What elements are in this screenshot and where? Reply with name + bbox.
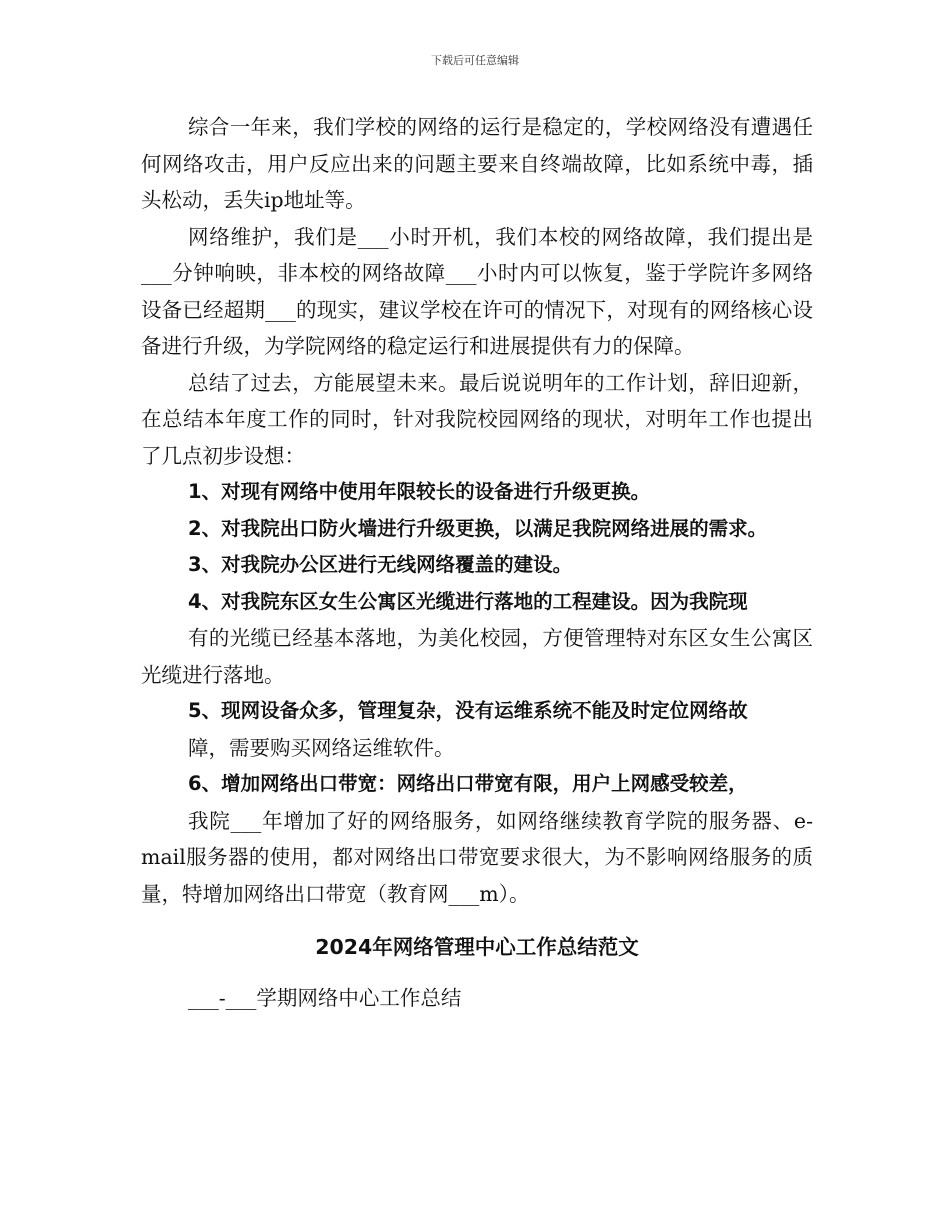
plan-item-4 <box>141 584 813 694</box>
plan-item-body: 障，需要购买网络运维软件。 <box>188 735 455 760</box>
plan-item-body: 有的光缆已经基本落地，为美化校园，方便管理特对东区女生公寓区光缆进行落地。 <box>141 626 813 687</box>
plan-item-3 <box>141 547 813 584</box>
plan-item-title: 5、现网设备众多，管理复杂，没有运维系统不能及时定位网络故 <box>188 699 748 722</box>
paragraph-maintenance: 网络维护，我们是___小时开机，我们本校的网络故障，我们提出是___分钟响映，非本校的网络故障___小时内可以恢复，鉴于学院许多网络设备已经超期___的现实，建议学校在许可的情况下，对现有的网络核心设备进行升级，为学院网络的稳定运行和进展提供有力的保障。 <box>141 224 813 358</box>
plan-item-title: 6、增加网络出口带宽：网络出口带宽有限，用户上网感受较差， <box>188 772 748 795</box>
paragraph-plan-intro: 总结了过去，方能展望未来。最后说说明年的工作计划，辞旧迎新，在总结本年度工作的同时，针对我院校园网络的现状，对明年工作也提出了几点初步设想： <box>141 370 813 468</box>
plan-item-body: 我院___年增加了好的网络服务，如网络继续教育学院的服务器、e-mail服务器的使用，都对网络出口带宽要求很大，为不影响网络服务的质量，特增加网络出口带宽（教育网___m）。 <box>141 808 813 906</box>
section-subtitle: ___-___学期网络中心工作总结 <box>188 985 462 1010</box>
plan-item-title: 1、对现有网络中使用年限较长的设备进行升级更换。 <box>188 480 651 503</box>
plan-item-6 <box>141 766 813 912</box>
page-header-note: 下载后可任意编辑 <box>431 54 519 67</box>
paragraph-summary: 综合一年来，我们学校的网络的运行是稳定的，学校网络没有遭遇任何网络攻击，用户反应出来的问题主要来自终端故障，比如系统中毒，插头松动，丢失ip地址等。 <box>141 115 813 212</box>
plan-item-title: 4、对我院东区女生公寓区光缆进行落地的工程建设。因为我院现 <box>188 589 748 613</box>
plan-item-title: 3、对我院办公区进行无线网络覆盖的建设。 <box>188 553 573 576</box>
plan-item-2 <box>141 511 813 548</box>
section-title: 2024年网络管理中心工作总结范文 <box>315 935 639 959</box>
plan-item-1 <box>141 474 813 511</box>
plan-item-5 <box>141 693 813 766</box>
plan-item-title: 2、对我院出口防火墙进行升级更换，以满足我院网络进展的需求。 <box>188 516 768 540</box>
document-body <box>141 109 813 1016</box>
